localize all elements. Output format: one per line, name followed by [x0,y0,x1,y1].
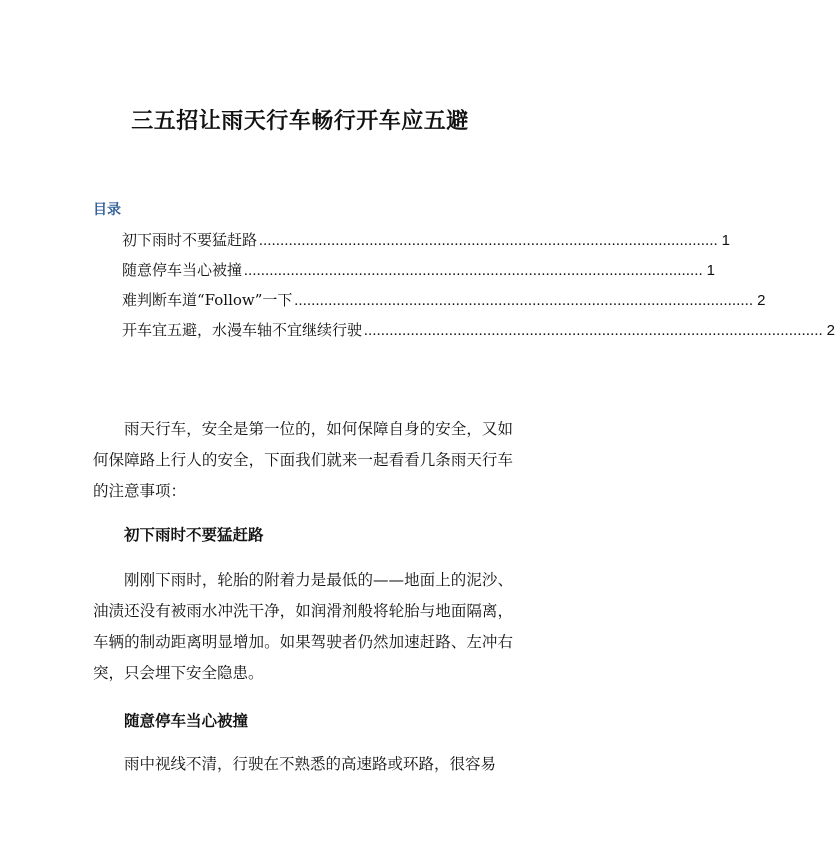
toc-leader-dots: ............................................................................................................ [244,263,704,279]
toc-entry-text: 难判断车道“Follow”一下 [122,291,293,309]
toc-entry-text: 开车宜五避，水漫车轴不宜继续行驶 [122,321,363,339]
intro-text: 雨天行车，安全是第一位的，如何保障自身的安全，又如何保障路上行人的安全，下面我们就来一起看看几条雨天行车的注意事项： [93,420,513,500]
section-heading: 初下雨时不要猛赶路 [124,526,264,544]
toc-entry-page: 2 [757,292,766,309]
section-body-text: 刚刚下雨时，轮胎的附着力是最低的——地面上的泥沙、油渍还没有被雨水冲洗干净，如润滑剂般将轮胎与地面隔离，车辆的制动距离明显增加。如果驾驶者仍然加速赶路、左冲右突，只会埋下安全隐患。 [93,571,513,682]
intro-paragraph [93,414,513,507]
table-of-contents [122,229,835,349]
toc-entry-page: 2 [826,322,835,339]
toc-leader-dots: ............................................................................................................ [294,293,754,309]
toc-entry[interactable] [122,229,731,259]
toc-entry[interactable] [122,289,766,319]
toc-entry-page: 1 [721,232,731,249]
section-paragraph [93,565,513,689]
toc-entry-page: 1 [706,262,716,279]
toc-entry-text: 初下雨时不要猛赶路 [122,231,258,249]
toc-entry[interactable] [122,319,835,349]
section-paragraph [93,749,513,780]
section-heading: 随意停车当心被撞 [124,712,249,730]
toc-leader-dots: ............................................................................................................ [259,233,719,249]
toc-entry-text: 随意停车当心被撞 [122,261,243,279]
document-title: 三五招让雨天行车畅行开车应五避 [131,109,469,134]
toc-heading: 目录 [93,202,121,218]
toc-leader-dots: ............................................................................................................ [364,323,824,339]
section-body-text: 雨中视线不清，行驶在不熟悉的高速路或环路，很容易 [124,755,497,773]
toc-entry[interactable] [122,259,716,289]
